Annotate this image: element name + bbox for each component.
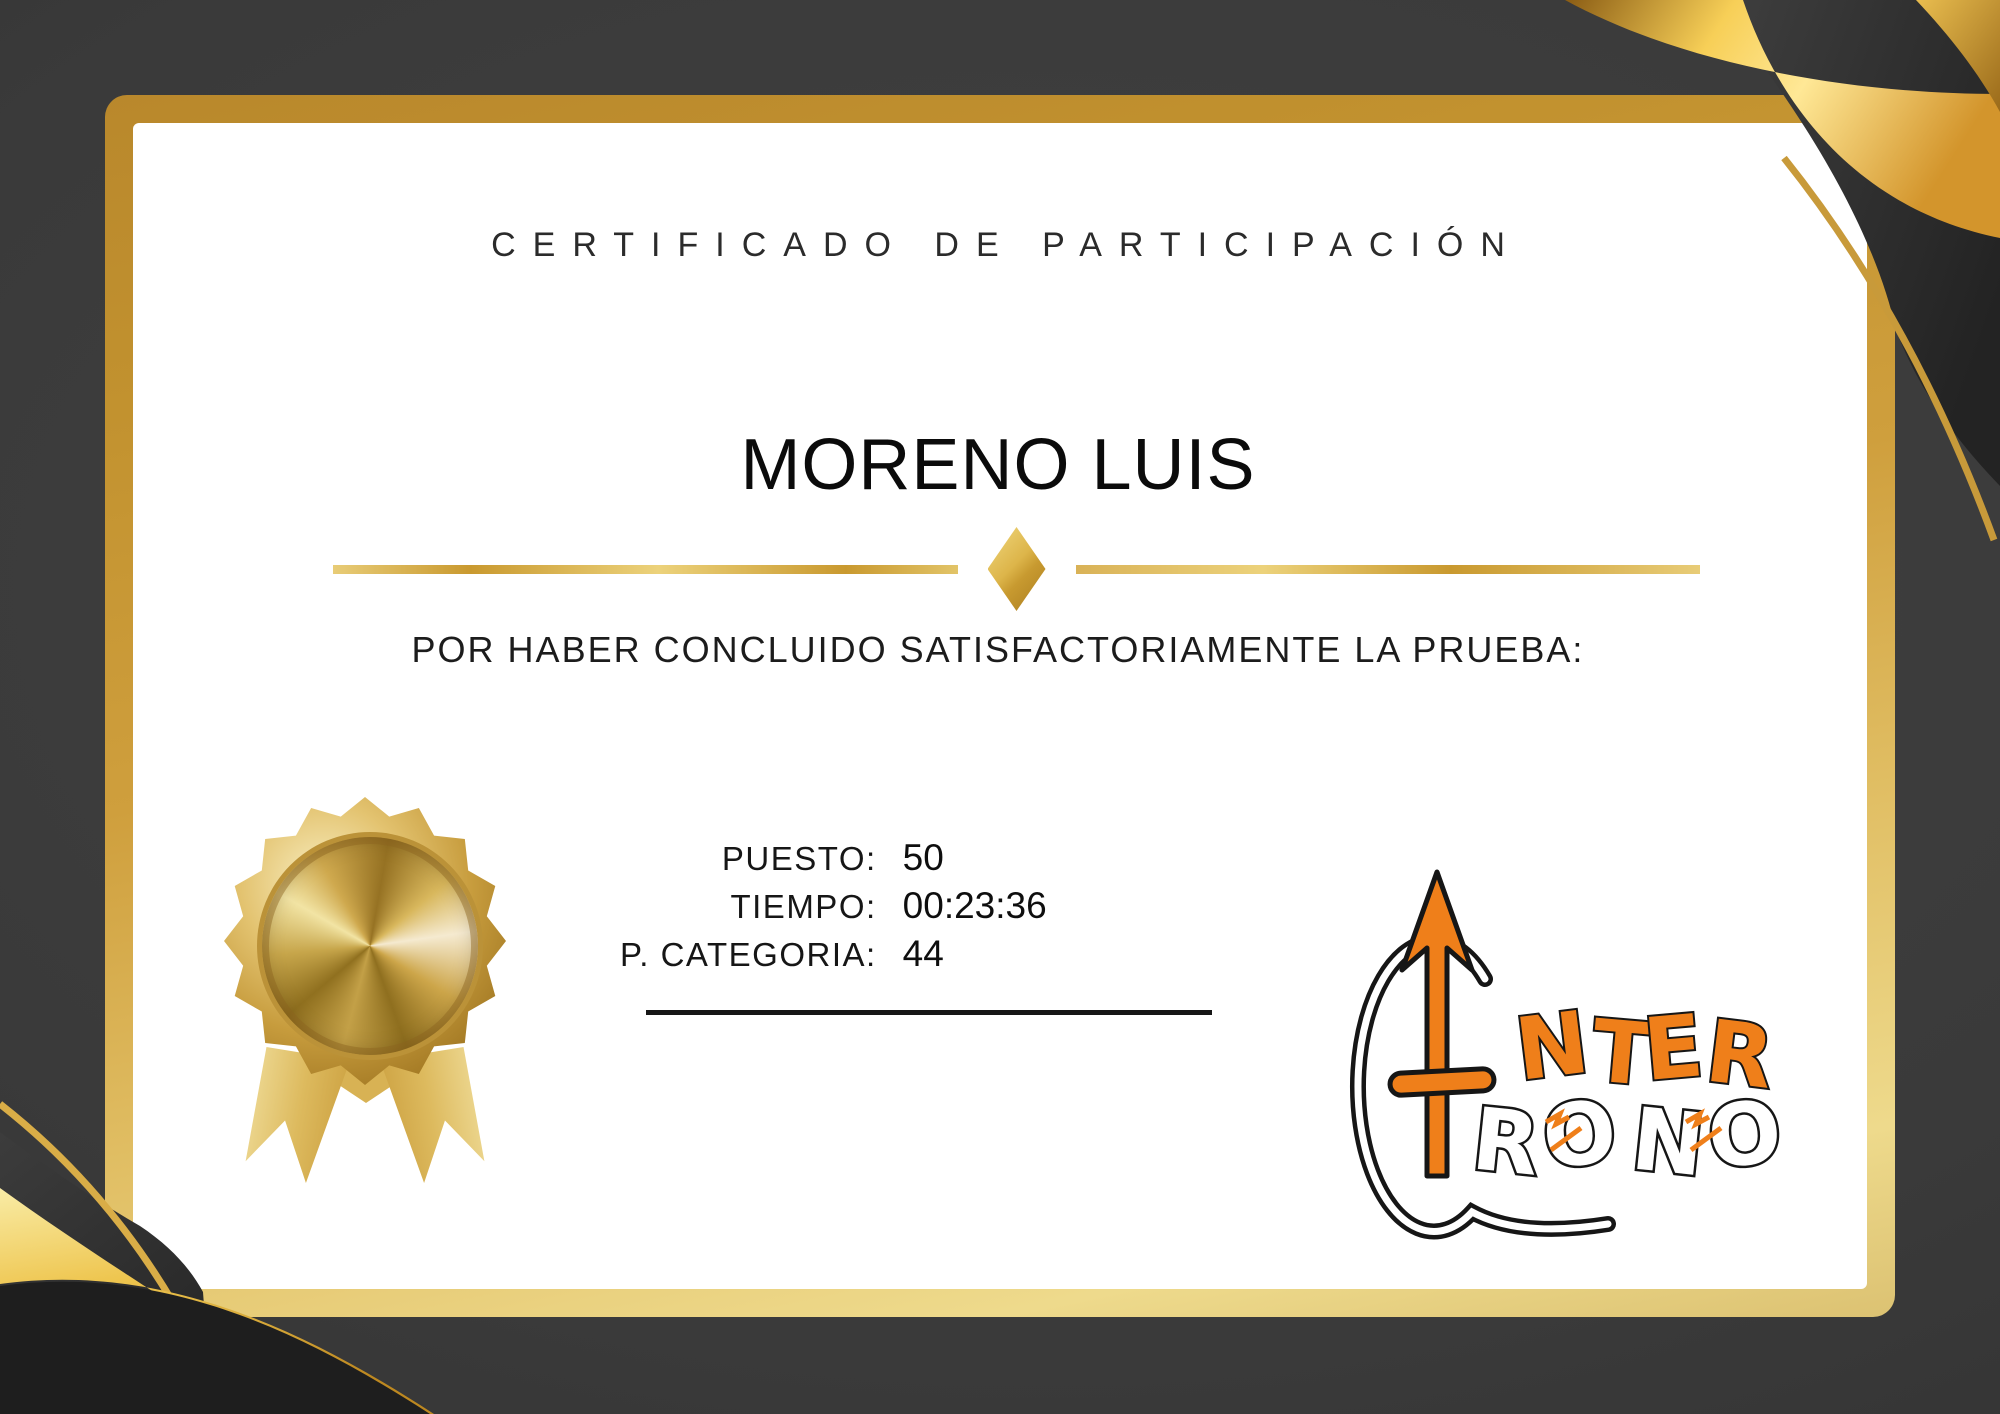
corner-ribbon-bottom-left-icon [0, 994, 760, 1414]
divider-line-left [333, 565, 958, 574]
logo-text-top: NTER [1510, 993, 1777, 1109]
stats-table [620, 834, 1047, 978]
diamond-icon [988, 527, 1046, 611]
stat-row-categoria [620, 930, 1047, 978]
stat-value-puesto: 50 [902, 837, 944, 878]
recipient-name: MORENO LUIS [740, 425, 1256, 505]
stat-label-categoria: P. CATEGORIA: [620, 936, 877, 973]
certificate-title: CERTIFICADO DE PARTICIPACIÓN [491, 226, 1522, 264]
stat-row-tiempo [620, 882, 1047, 930]
stat-value-tiempo: 00:23:36 [902, 885, 1047, 926]
corner-ribbon-top-right-icon [1360, 0, 2000, 880]
certificate-subtitle: POR HABER CONCLUIDO SATISFACTORIAMENTE LA PRUEBA: [411, 629, 1585, 670]
stat-row-puesto [620, 834, 1047, 882]
logo-text-bottom: RONO [1467, 1080, 1796, 1198]
stat-label-puesto: PUESTO: [721, 840, 877, 877]
stat-label-tiempo: TIEMPO: [730, 888, 877, 925]
intercrono-logo [1348, 858, 1796, 1256]
stat-value-categoria: 44 [902, 933, 944, 974]
